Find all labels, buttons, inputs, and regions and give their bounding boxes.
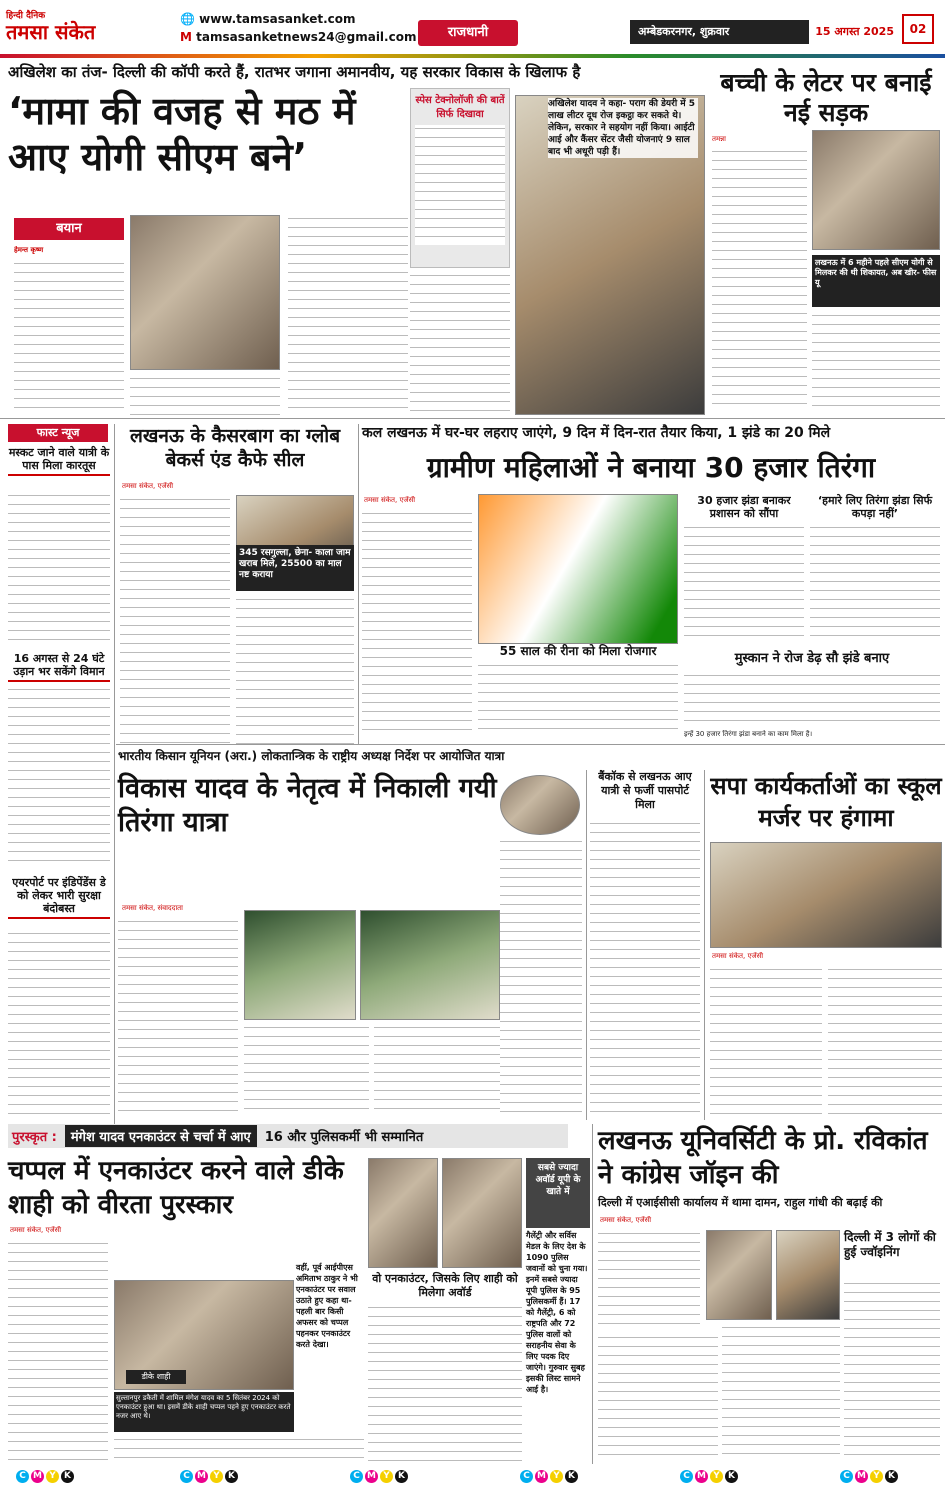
story1-body-col4	[410, 272, 510, 412]
story1-kicker: अखिलेश का तंज- दिल्ली की कॉपी करते हैं, रातभर जगाना अमानवीय, यह सरकार विकास के खिलाफ है	[8, 63, 581, 81]
globe-icon: 🌐	[180, 12, 200, 26]
dateline-date: 15 अगस्त 2025	[809, 20, 900, 44]
section-tab: राजधानी	[418, 20, 518, 46]
column-rule	[586, 770, 587, 1120]
fast-news-text-3	[8, 930, 110, 1120]
story4-sub2: ‘हमारे लिए तिरंगा झंडा सिर्फ कपड़ा नहीं’	[817, 494, 933, 520]
award-box-title: सबसे ज्यादा अवॉर्ड यूपी के खाते में	[526, 1158, 590, 1228]
story3-callout: 345 रसगुल्ला, छेना- काला जाम खराब मिले, 25500 का माल नष्ट कराया	[236, 545, 354, 591]
story5-body-col2	[244, 1024, 369, 1116]
rahul-photo	[776, 1230, 840, 1320]
story3-body-col2	[236, 596, 354, 746]
fast-news-text-1	[8, 492, 110, 642]
story5-body-col3	[374, 1024, 500, 1116]
fast-news-title-1: मस्कट जाने वाले यात्री के पास मिला कारतूस	[8, 446, 110, 476]
story8-byline: तमसा संकेत, एजेंसी	[10, 1226, 62, 1234]
story2-body-col1	[712, 148, 807, 410]
cmyk-marker: C M Y K	[180, 1470, 238, 1484]
column-rule	[114, 424, 115, 1124]
story6-headline: बैंकॉक से लखनऊ आए यात्री से फर्जी पासपोर्ट मिला	[598, 770, 692, 811]
story9-body-col3	[844, 1280, 940, 1462]
story1-box-title: स्पेस टेक्नोलॉजी की बातें सिर्फ दिखावा	[415, 95, 505, 120]
story1-headline: ‘मामा की वजह से मठ में आए योगी सीएम बने’	[8, 89, 356, 179]
story2-headline: बच्ची के लेटर पर बनाई नई सड़क	[720, 68, 932, 127]
story1-label: बयान	[14, 218, 124, 240]
protest-photo	[710, 842, 942, 948]
award-band	[8, 1124, 568, 1148]
story4-headline: ग्रामीण महिलाओं ने बनाया 30 हजार तिरंगा	[426, 451, 876, 484]
story1-byline: हेमन्त कृष्ण	[14, 246, 44, 254]
story4-body-col1	[362, 510, 472, 732]
woman-officer-photo	[368, 1158, 438, 1268]
story2-body-col2	[812, 312, 940, 410]
story3-byline: तमसा संकेत, एजेंसी	[122, 482, 174, 490]
story4-photo-caption: 55 साल की रीना को मिला रोजगार	[478, 645, 678, 658]
story1-body-col3	[288, 215, 408, 415]
cmyk-marker: C M Y K	[680, 1470, 738, 1484]
page-number: 02	[902, 14, 934, 44]
story4-body-col5	[684, 672, 940, 727]
story2-photo	[812, 130, 940, 250]
story4-body-col3	[684, 524, 804, 644]
story1-body-col1	[14, 260, 124, 410]
story6-body	[590, 820, 700, 1116]
story5-byline: तमसा संकेत, संवाददाता	[122, 904, 183, 912]
story8-headline: चप्पल में एनकाउंटर करने वाले डीके शाही को वीरता पुरस्कार	[8, 1156, 344, 1220]
story8-side-note: वहीं, पूर्व आईपीएस अमिताभ ठाकुर ने भी एनकाउंटर पर सवाल उठाते हुए कहा था- पहली बार किसी अफसर को चप्पल पहनकर एनकाउंटर करते देखा।	[296, 1263, 358, 1349]
story8-photo-caption: सुल्तानपुर डकैती में शामिल मंगेश यादव का 5 सितंबर 2024 को एनकाउंटर हुआ था। इसमें डीके शाही चप्पल पहने हुए एनकाउंटर करते नजर आए थे।	[114, 1392, 294, 1432]
band-text-1: मंगेश यादव एनकाउंटर से चर्चा में आए	[65, 1125, 257, 1147]
story1-box	[410, 88, 510, 268]
cmyk-marker: C M Y K	[840, 1470, 898, 1484]
story8-sub: वो एनकाउंटर, जिसके लिए शाही को मिलेगा अवॉर्ड	[372, 1272, 518, 1299]
story4-sub1: 30 हजार झंडा बनाकर प्रशासन को सौंपा	[697, 494, 791, 520]
story9-side: दिल्ली में 3 लोगों की हुई ज्वॉइनिंग	[844, 1230, 936, 1259]
contact-block	[180, 10, 416, 46]
story7-headline: सपा कार्यकर्ताओं का स्कूल मर्जर पर हंगामा	[710, 772, 942, 832]
story2-byline: तमन्ना	[712, 135, 726, 143]
story1-body-col2	[130, 375, 280, 415]
story7-byline: तमसा संकेत, एजेंसी	[712, 952, 764, 960]
story5-body-col4	[500, 838, 582, 1116]
cmyk-marker: C M Y K	[520, 1470, 578, 1484]
fast-news-title-2: 16 अगस्त से 24 घंटे उड़ान भर सकेंगे विमान	[8, 652, 110, 682]
column-rule	[358, 424, 359, 744]
story1-box-text	[415, 125, 505, 245]
column-rule	[592, 1124, 593, 1464]
column-rule	[704, 770, 705, 1120]
fast-news-label: फास्ट न्यूज	[8, 424, 108, 442]
fast-news-text-2	[8, 686, 110, 866]
band-text-2: 16 और पुलिसकर्मी भी सम्मानित	[264, 1130, 424, 1145]
logo-tagline: हिन्दी दैनिक	[6, 11, 46, 21]
officer-photo	[442, 1158, 522, 1268]
story1-quote: अखिलेश यादव ने कहा- पराग की डेयरी में 5 लाख लीटर दूध रोज इकट्ठा कर सकते थे। लेकिन, सरकार ने सहयोग नहीं किया। आईटी आई और कैंसर सेंटर जैसी योजनाएं 9 साल बाद भी अधूरी पड़ी हैं।	[548, 98, 698, 158]
story8-body-col1	[8, 1240, 108, 1460]
header-rule	[0, 54, 945, 58]
mail-icon: M	[180, 30, 197, 44]
band-label: पुरस्कृत :	[12, 1130, 57, 1145]
story8-body-col3	[368, 1304, 522, 1462]
website-link[interactable]: www.tamsasanket.com	[199, 12, 356, 26]
cmyk-marker: C M Y K	[16, 1470, 74, 1484]
story9-body-col1	[598, 1230, 700, 1330]
story5-headline: विकास यादव के नेतृत्व में निकाली गयी तिरंगा यात्रा	[118, 773, 497, 838]
leader-photo	[130, 215, 280, 370]
ravikant-photo	[706, 1230, 772, 1320]
story4-body-col2	[478, 662, 678, 732]
fast-news-title-3: एयरपोर्ट पर इंडिपेंडेंस डे को लेकर भारी सुरक्षा बंदोबस्त	[8, 876, 110, 919]
story5-inset-photo	[500, 775, 580, 835]
story4-sub3: मुस्कान ने रोज डेढ़ सौ झंडे बनाए	[734, 651, 890, 666]
story8-body-col2	[114, 1436, 364, 1466]
story5-body-col1	[118, 918, 238, 1116]
story5-kicker: भारतीय किसान यूनियन (अरा.) लोकतान्त्रिक के राष्ट्रीय अध्यक्ष निर्देश पर आयोजित यात्रा	[118, 749, 505, 763]
story4-byline: तमसा संकेत, एजेंसी	[364, 496, 416, 504]
logo-title: तमसा संकेत	[6, 20, 96, 44]
story4-kicker: कल लखनऊ में घर-घर लहराए जाएंगे, 9 दिन में दिन-रात तैयार किया, 1 झंडे का 20 मिले	[362, 425, 831, 441]
story9-byline: तमसा संकेत, एजेंसी	[600, 1216, 652, 1224]
award-box-text: गैलेंट्री और सर्विस मेडल के लिए देश के 1090 पुलिस जवानों को चुना गया। इनमें सबसे ज्यादा यूपी पुलिस के 95 पुलिसकर्मी हैं। 17 को गैलेंट्री, 6 को राष्ट्रपति और 72 पुलिस वालों को सराहनीय सेवा के लिए पदक दिए जाएंगे। गुरुवार सुबह इसकी लिस्ट सामने आई है।	[526, 1231, 588, 1394]
story4-footer-note: इन्हें 30 हजार तिरंगा झंडा बनाने का काम मिला है।	[684, 730, 813, 738]
dateline-bar	[630, 20, 900, 44]
story3-headline: लखनऊ के कैसरबाग का ग्लोब बेकर्स एंड कैफे सील	[129, 425, 341, 471]
story4-body-col4	[810, 524, 940, 644]
story7-body-col2	[828, 966, 942, 1116]
story9-kicker: दिल्ली में एआईसीसी कार्यालय में थामा दामन, राहुल गांधी की बढ़ाई की	[598, 1196, 883, 1209]
yatra-photo-1	[244, 910, 356, 1020]
story9-body-col2a	[598, 1334, 718, 1462]
divider	[0, 418, 945, 419]
story7-body-col1	[710, 966, 822, 1116]
email-link[interactable]: tamsasanketnews24@gmail.com	[196, 30, 417, 44]
dateline-place: अम्बेडकरनगर, शुक्रवार	[638, 25, 730, 38]
story9-headline: लखनऊ यूनिवर्सिटी के प्रो. रविकांत ने कांग्रेस जॉइन की	[598, 1126, 928, 1190]
women-flag-photo	[478, 494, 678, 644]
story3-body-col1	[120, 496, 230, 746]
story2-caption: लखनऊ में 6 महीने पहले सीएम योगी से मिलकर की थी शिकायत, अब खीर- फीस यू	[812, 255, 940, 307]
divider	[116, 744, 945, 745]
dk-shahi-label: डीके शाही	[126, 1370, 186, 1384]
story9-body-col2b	[722, 1324, 840, 1462]
cmyk-marker: C M Y K	[350, 1470, 408, 1484]
newspaper-logo	[6, 8, 176, 48]
yatra-photo-2	[360, 910, 500, 1020]
